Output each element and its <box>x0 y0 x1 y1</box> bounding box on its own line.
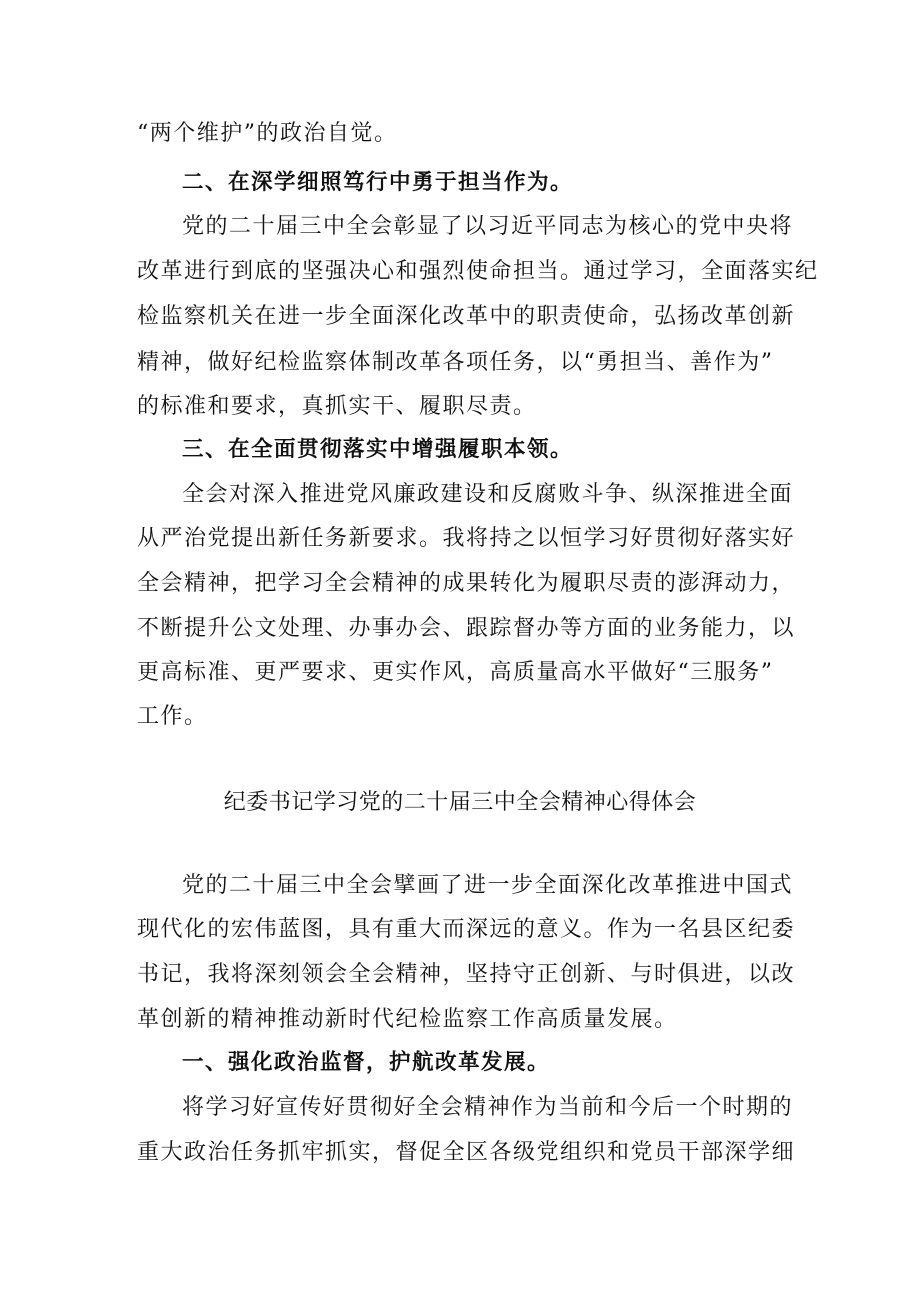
article-title: 纪委书记学习党的二十届三中全会精神心得体会 <box>223 790 697 815</box>
paragraph-line: “两个维护”的政治自觉。 <box>137 121 398 146</box>
paragraph-line: 更高标准、更严要求、更实作风，高质量高水平做好“三服务” <box>137 660 774 685</box>
paragraph-line: 不断提升公文处理、办事办会、跟踪督办等方面的业务能力，以 <box>137 616 796 641</box>
paragraph-line: 党的二十届三中全会擘画了进一步全面深化改革推进中国式 <box>182 873 794 898</box>
paragraph-line: 党的二十届三中全会彰显了以习近平同志为核心的党中央将 <box>182 214 794 239</box>
paragraph-line: 改革进行到底的坚强决心和强烈使命担当。通过学习，全面落实纪 <box>137 259 819 284</box>
section-heading: 一、强化政治监督，护航改革发展。 <box>182 1050 551 1075</box>
paragraph-line: 全会精神，把学习全会精神的成果转化为履职尽责的澎湃动力， <box>137 571 796 596</box>
section-heading: 二、在深学细照笃行中勇于担当作为。 <box>182 170 574 195</box>
paragraph-line: 工作。 <box>137 704 208 729</box>
paragraph-line: 重大政治任务抓牢抓实，督促全区各级党组织和党员干部深学细 <box>137 1140 796 1165</box>
paragraph-line: 从严治党提出新任务新要求。我将持之以恒学习好贯彻好落实好 <box>137 526 796 551</box>
paragraph-line: 革创新的精神推动新时代纪检监察工作高质量发展。 <box>137 1007 678 1032</box>
section-heading: 三、在全面贯彻落实中增强履职本领。 <box>182 437 574 462</box>
paragraph-line: 书记，我将深刻领会全会精神，坚持守正创新、与时俱进，以改 <box>137 962 796 987</box>
paragraph-line: 检监察机关在进一步全面深化改革中的职责使命，弘扬改革创新 <box>137 304 796 329</box>
paragraph-line: 全会对深入推进党风廉政建设和反腐败斗争、纵深推进全面 <box>182 482 794 507</box>
paragraph-line: 精神，做好纪检监察体制改革各项任务，以“勇担当、善作为” <box>137 350 774 375</box>
paragraph-line: 将学习好宣传好贯彻好全会精神作为当前和今后一个时期的 <box>182 1095 794 1120</box>
paragraph-line: 现代化的宏伟蓝图，具有重大而深远的意义。作为一名县区纪委 <box>137 917 796 942</box>
paragraph-line: 的标准和要求，真抓实干、履职尽责。 <box>137 394 537 419</box>
